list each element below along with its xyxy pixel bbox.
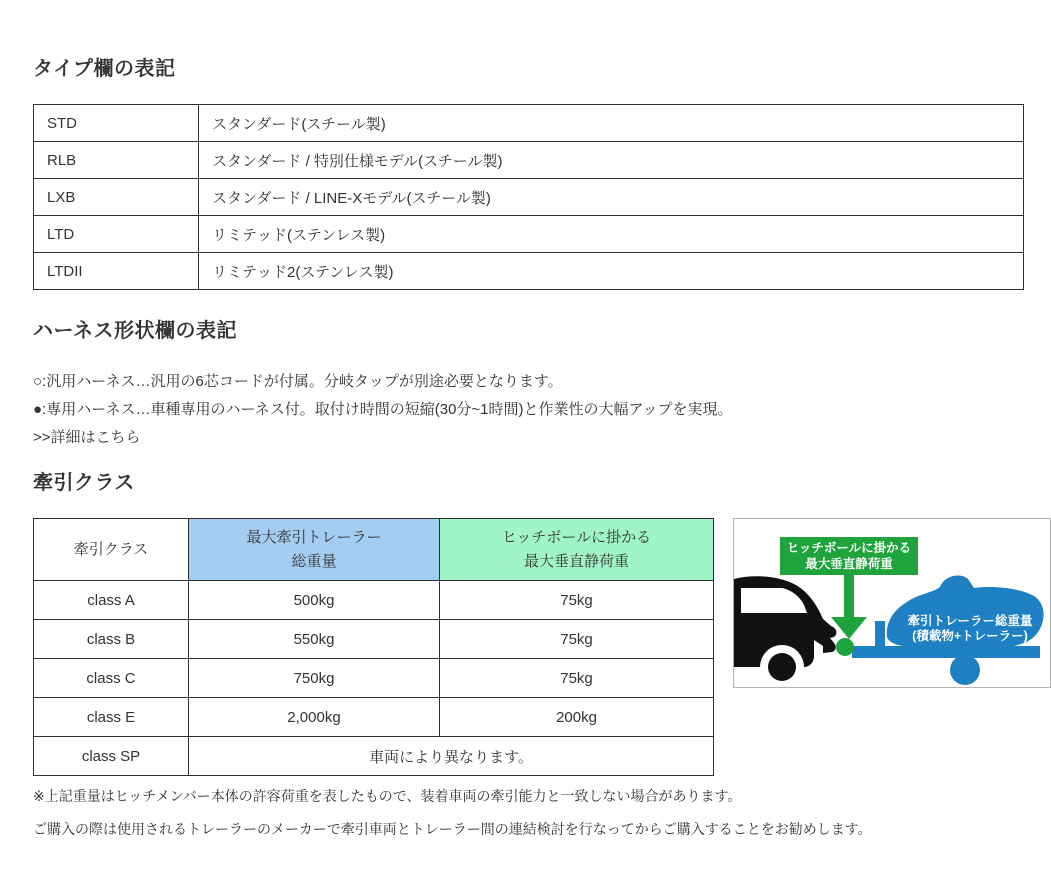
table-row <box>34 581 714 620</box>
weight-cell: 500kg <box>189 581 440 620</box>
towing-class-table <box>33 518 714 776</box>
harness-dedicated-note: ●:専用ハーネス…車種専用のハーネス付。取付け時間の短縮(30分~1時間)と作業性の大幅アップを実現。 <box>33 401 733 418</box>
sp-note-cell: 車両により異なります。 <box>189 737 714 776</box>
hitch-load-label-line2: 最大垂直静荷重 <box>805 557 893 571</box>
hitch-load-label: ヒッチボールに掛かる <box>786 541 912 555</box>
table-row <box>34 659 714 698</box>
type-section-title: タイプ欄の表記 <box>33 58 176 80</box>
weight-cell: 750kg <box>189 659 440 698</box>
trailer-wheel <box>950 655 980 685</box>
harness-notes <box>33 368 1024 452</box>
towing-class-header: 牽引クラス <box>34 519 189 581</box>
table-row <box>34 105 1024 142</box>
down-arrow-shaft <box>844 575 854 617</box>
max-vertical-load-header <box>440 519 714 581</box>
table-row <box>34 737 714 776</box>
trailer-weight-label: 牽引トレーラー総重量 <box>907 614 1033 628</box>
trailer-weight-label-line2: (積載物+トレーラー) <box>912 629 1028 643</box>
load-cell: 75kg <box>440 659 714 698</box>
header-line: 総重量 <box>291 552 337 570</box>
weight-cell: 2,000kg <box>189 698 440 737</box>
towing-content <box>33 518 1033 776</box>
class-cell: class A <box>34 581 189 620</box>
table-row <box>34 216 1024 253</box>
trailer-post <box>875 621 885 648</box>
type-desc: スタンダード(スチール製) <box>199 105 1024 142</box>
table-header-row <box>34 519 714 581</box>
harness-generic-note: ○:汎用ハーネス…汎用の6芯コードが付属。分岐タップが別途必要となります。 <box>33 373 563 390</box>
max-trailer-weight-header <box>189 519 440 581</box>
table-row <box>34 142 1024 179</box>
type-table <box>33 104 1024 290</box>
details-link[interactable]: >>詳細はこちら <box>33 429 141 446</box>
weight-cell: 550kg <box>189 620 440 659</box>
table-row <box>34 698 714 737</box>
type-desc: スタンダード / 特別仕様モデル(スチール製) <box>199 142 1024 179</box>
type-code: RLB <box>34 142 199 179</box>
type-desc: スタンダード / LINE-Xモデル(スチール製) <box>199 179 1024 216</box>
car-trailer-illustration-svg <box>734 519 1050 687</box>
load-cell: 200kg <box>440 698 714 737</box>
load-cell: 75kg <box>440 620 714 659</box>
harness-section-title: ハーネス形状欄の表記 <box>33 320 237 342</box>
towing-illustration <box>733 518 1051 688</box>
type-desc: リミテッド(ステンレス製) <box>199 216 1024 253</box>
load-cell: 75kg <box>440 581 714 620</box>
type-code: STD <box>34 105 199 142</box>
hitch-ball <box>836 638 854 656</box>
class-cell: class B <box>34 620 189 659</box>
header-line: 最大垂直静荷重 <box>523 552 629 570</box>
type-code: LTD <box>34 216 199 253</box>
class-cell: class SP <box>34 737 189 776</box>
footnote-purchase-advice: ご購入の際は使用されるトレーラーのメーカーで牽引車両とトレーラー間の連結検討を行なってからご購入することをお勧めします。 <box>33 821 872 837</box>
table-row <box>34 620 714 659</box>
header-line: 最大牽引トレーラー <box>246 528 382 546</box>
table-row <box>34 253 1024 290</box>
type-desc: リミテッド2(ステンレス製) <box>199 253 1024 290</box>
class-cell: class E <box>34 698 189 737</box>
header-line: ヒッチボールに掛かる <box>501 528 652 546</box>
table-row <box>34 179 1024 216</box>
car-wheel <box>768 653 796 681</box>
down-arrow-head <box>831 617 867 639</box>
towing-section-title: 牽引クラス <box>33 472 135 494</box>
type-code: LXB <box>34 179 199 216</box>
type-code: LTDII <box>34 253 199 290</box>
class-cell: class C <box>34 659 189 698</box>
footnote-capacity: ※上記重量はヒッチメンバー本体の許容荷重を表したもので、装着車両の牽引能力と一致しない場合があります。 <box>33 788 742 804</box>
